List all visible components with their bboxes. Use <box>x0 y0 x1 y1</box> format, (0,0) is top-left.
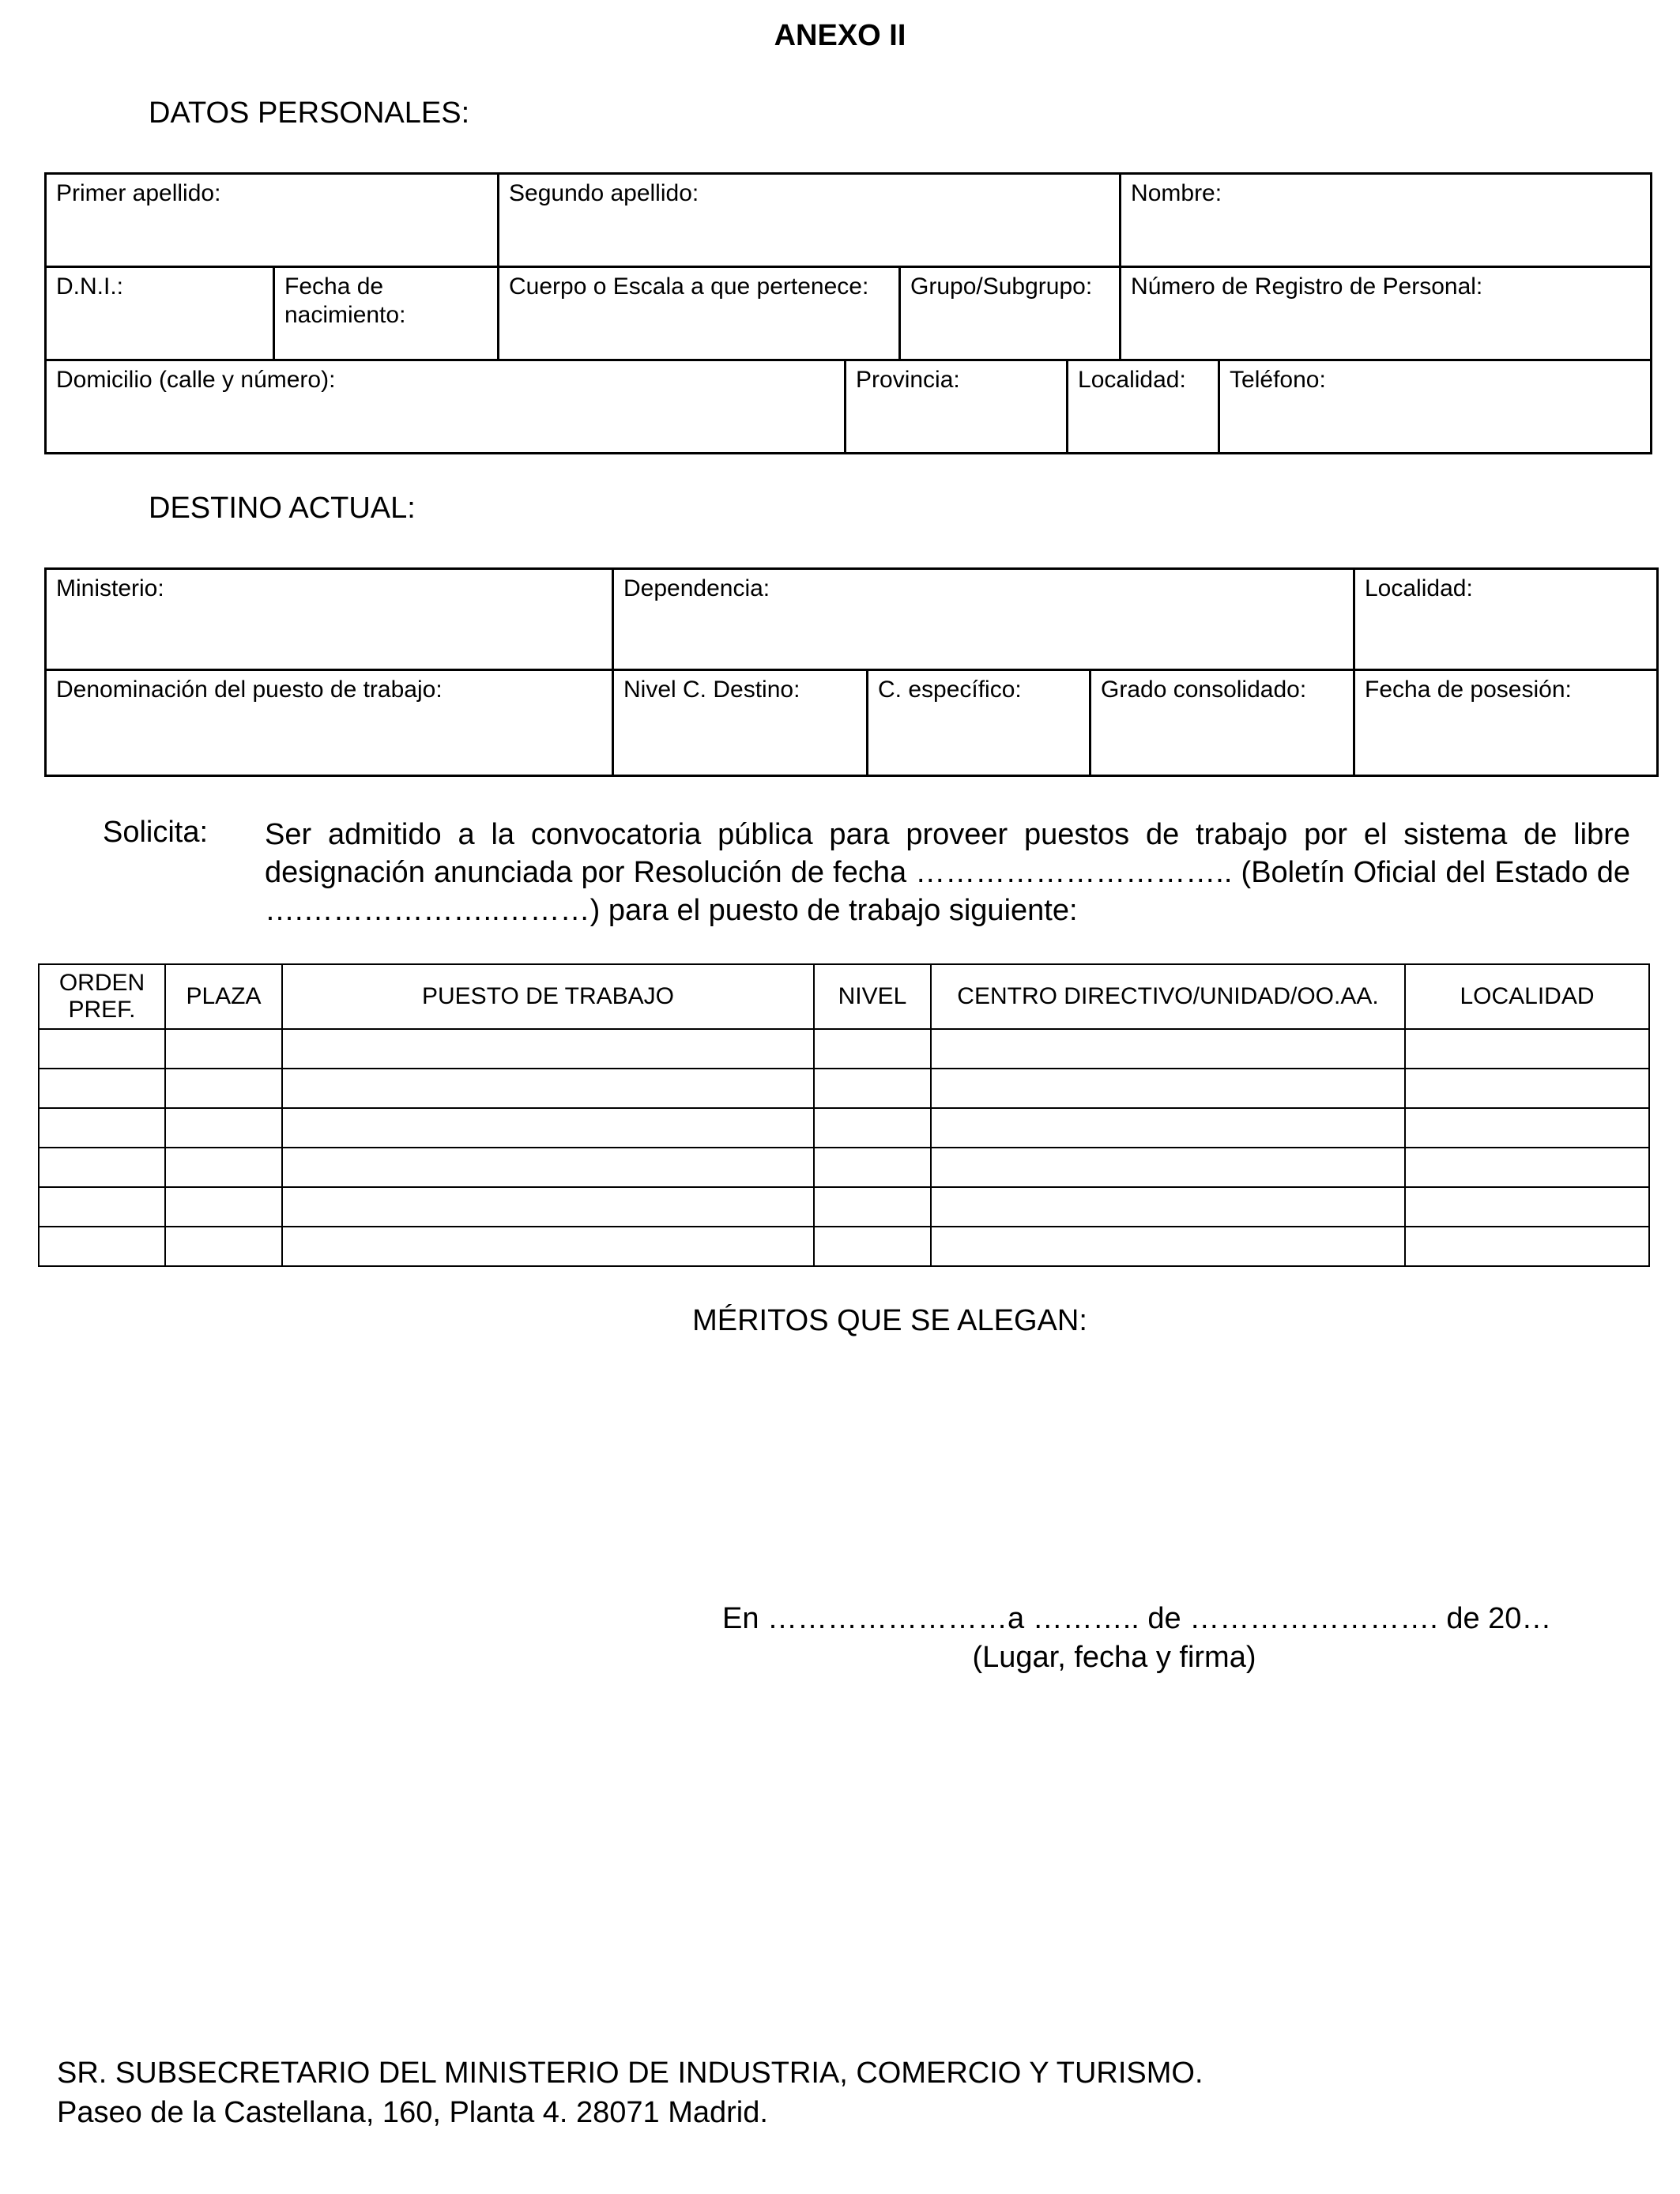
table-cell[interactable] <box>165 1029 282 1069</box>
lugar-fecha-line: En ……………………a ……….. de ……………………. de 20… <box>722 1602 1552 1635</box>
destino-localidad-field[interactable] <box>1354 569 1658 670</box>
header-puesto-trabajo: PUESTO DE TRABAJO <box>282 964 814 1029</box>
table-cell[interactable] <box>814 1148 931 1187</box>
table-cell[interactable] <box>814 1227 931 1266</box>
cuerpo-escala-label: Cuerpo o Escala a que pertenece: <box>509 273 869 300</box>
table-cell[interactable] <box>39 1069 165 1108</box>
table-cell[interactable] <box>282 1227 814 1266</box>
lugar-fecha-caption: (Lugar, fecha y firma) <box>972 1641 1256 1674</box>
nombre-field[interactable] <box>1121 174 1652 267</box>
table-cell[interactable] <box>1405 1187 1649 1227</box>
table-cell[interactable] <box>282 1187 814 1227</box>
ministerio-label: Ministerio: <box>56 575 164 601</box>
ministerio-field[interactable] <box>46 569 613 670</box>
solicita-text: Ser admitido a la convocatoria pública para proveer puestos de trabajo por el sistema de libre designación anunciada por Resolución de fecha ………………………….. (Boletín Oficial del Estado de ….………………..………) para el puesto de trabajo siguiente: <box>265 818 1630 927</box>
localidad-field[interactable] <box>1068 360 1219 454</box>
table-cell[interactable] <box>1405 1227 1649 1266</box>
table-cell[interactable] <box>814 1108 931 1148</box>
destino-actual-heading: DESTINO ACTUAL: <box>149 492 416 525</box>
table-cell[interactable] <box>931 1187 1405 1227</box>
grado-consolidado-field[interactable] <box>1090 670 1354 776</box>
table-row <box>39 1069 1649 1108</box>
table-cell[interactable] <box>165 1148 282 1187</box>
nivel-destino-field[interactable] <box>613 670 868 776</box>
addressee-block <box>57 2053 1203 2132</box>
table-cell[interactable] <box>931 1227 1405 1266</box>
segundo-apellido-field[interactable] <box>499 174 1121 267</box>
addressee-address: Paseo de la Castellana, 160, Planta 4. 28071 Madrid. <box>57 2096 768 2129</box>
dni-field[interactable] <box>46 267 274 360</box>
telefono-field[interactable] <box>1219 360 1652 454</box>
meritos-heading: MÉRITOS QUE SE ALEGAN: <box>692 1304 1087 1337</box>
table-row <box>39 1148 1649 1187</box>
grupo-subgrupo-label: Grupo/Subgrupo: <box>910 273 1093 300</box>
table-cell[interactable] <box>814 1069 931 1108</box>
grado-consolidado-label: Grado consolidado: <box>1101 677 1307 703</box>
domicilio-label: Domicilio (calle y número): <box>56 367 336 393</box>
fecha-nacimiento-label: Fecha de nacimiento: <box>284 273 406 328</box>
numero-registro-field[interactable] <box>1121 267 1652 360</box>
telefono-label: Teléfono: <box>1230 367 1326 393</box>
table-cell[interactable] <box>39 1029 165 1069</box>
addressee-title: SR. SUBSECRETARIO DEL MINISTERIO DE INDUSTRIA, COMERCIO Y TURISMO. <box>57 2056 1203 2090</box>
table-cell[interactable] <box>931 1069 1405 1108</box>
header-nivel: NIVEL <box>814 964 931 1029</box>
primer-apellido-field[interactable] <box>46 174 499 267</box>
header-plaza: PLAZA <box>165 964 282 1029</box>
table-cell[interactable] <box>39 1108 165 1148</box>
dni-label: D.N.I.: <box>56 273 124 300</box>
table-cell[interactable] <box>282 1108 814 1148</box>
header-localidad: LOCALIDAD <box>1405 964 1649 1029</box>
table-cell[interactable] <box>931 1029 1405 1069</box>
table-cell[interactable] <box>165 1069 282 1108</box>
table-cell[interactable] <box>931 1148 1405 1187</box>
table-cell[interactable] <box>282 1029 814 1069</box>
table-row <box>39 1187 1649 1227</box>
table-cell[interactable] <box>165 1108 282 1148</box>
segundo-apellido-label: Segundo apellido: <box>509 180 699 206</box>
fecha-posesion-field[interactable] <box>1354 670 1658 776</box>
datos-personales-table <box>44 172 1652 454</box>
table-cell[interactable] <box>282 1069 814 1108</box>
grupo-subgrupo-field[interactable] <box>900 267 1121 360</box>
nombre-label: Nombre: <box>1131 180 1222 206</box>
denominacion-field[interactable] <box>46 670 613 776</box>
table-row <box>39 1108 1649 1148</box>
provincia-label: Provincia: <box>856 367 960 393</box>
table-cell[interactable] <box>282 1148 814 1187</box>
datos-personales-heading: DATOS PERSONALES: <box>149 96 470 130</box>
table-cell[interactable] <box>1405 1108 1649 1148</box>
table-cell[interactable] <box>1405 1029 1649 1069</box>
plazas-table <box>38 963 1650 1267</box>
table-cell[interactable] <box>931 1108 1405 1148</box>
primer-apellido-label: Primer apellido: <box>56 180 221 206</box>
destino-localidad-label: Localidad: <box>1365 575 1473 601</box>
c-especifico-field[interactable] <box>868 670 1090 776</box>
dependencia-field[interactable] <box>613 569 1354 670</box>
table-row <box>39 1227 1649 1266</box>
header-centro-directivo: CENTRO DIRECTIVO/UNIDAD/OO.AA. <box>931 964 1405 1029</box>
numero-registro-label: Número de Registro de Personal: <box>1131 273 1483 300</box>
destino-actual-table <box>44 567 1659 777</box>
denominacion-label: Denominación del puesto de trabajo: <box>56 677 443 703</box>
solicita-label: Solicita: <box>103 816 209 849</box>
c-especifico-label: C. específico: <box>878 677 1022 703</box>
table-cell[interactable] <box>814 1029 931 1069</box>
nivel-destino-label: Nivel C. Destino: <box>623 677 800 703</box>
table-cell[interactable] <box>814 1187 931 1227</box>
cuerpo-escala-field[interactable] <box>499 267 900 360</box>
page-title: ANEXO II <box>774 19 906 52</box>
header-orden-pref: ORDEN PREF. <box>39 964 165 1029</box>
table-cell[interactable] <box>39 1187 165 1227</box>
table-cell[interactable] <box>39 1227 165 1266</box>
dependencia-label: Dependencia: <box>623 575 770 601</box>
localidad-label: Localidad: <box>1078 367 1186 393</box>
fecha-posesion-label: Fecha de posesión: <box>1365 677 1572 703</box>
domicilio-field[interactable] <box>46 360 846 454</box>
table-row <box>39 1029 1649 1069</box>
provincia-field[interactable] <box>846 360 1068 454</box>
table-cell[interactable] <box>165 1187 282 1227</box>
table-cell[interactable] <box>39 1148 165 1187</box>
table-cell[interactable] <box>1405 1069 1649 1108</box>
fecha-nacimiento-field[interactable] <box>274 267 499 360</box>
table-cell[interactable] <box>1405 1148 1649 1187</box>
table-cell[interactable] <box>165 1227 282 1266</box>
